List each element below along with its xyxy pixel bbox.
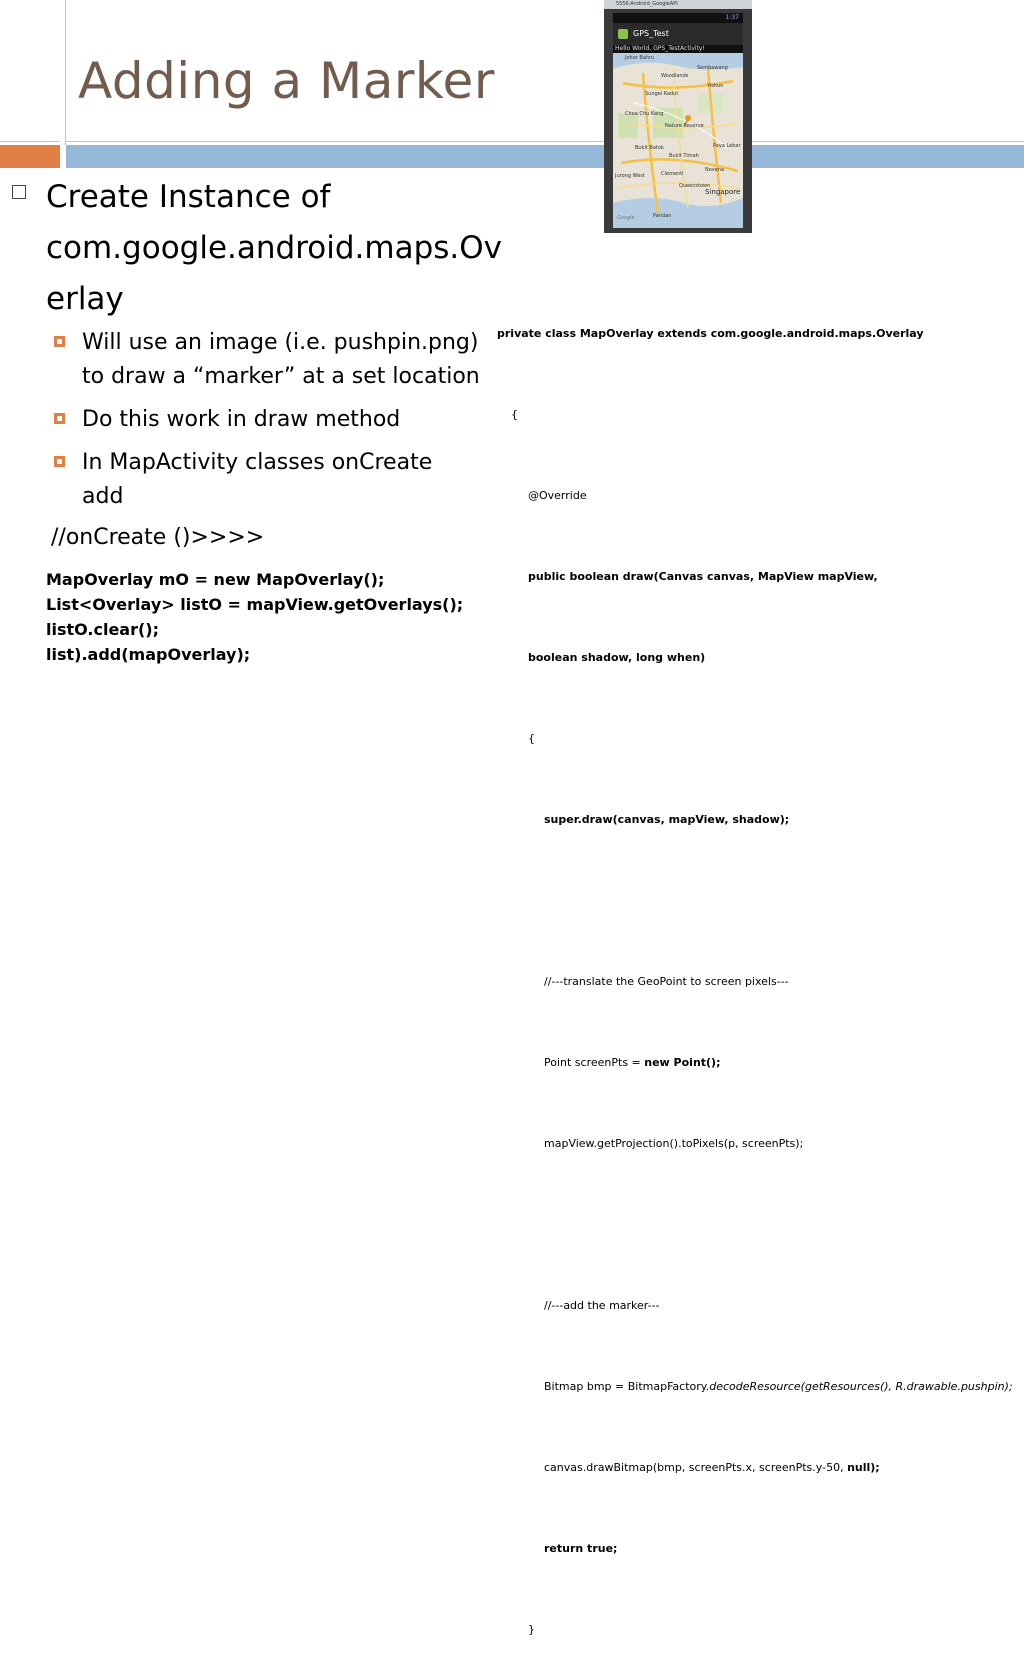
code-line: private class MapOverlay extends com.google.android.maps.Overlay [497,327,924,340]
code-segment: Bitmap bmp = BitmapFactory. [544,1380,710,1393]
main-bullet-line: erlay [46,281,124,317]
map-label: Sungei Kadut [645,91,679,97]
sub-bullet-icon [54,336,65,347]
google-logo: Google [617,215,635,221]
main-bullet-line: Create Instance of [46,179,331,215]
code-line [497,1373,1013,1400]
map-label: Bukit Batok [635,145,664,151]
sub-bullet-line: In MapActivity classes onCreate [82,450,433,475]
map-label: Queenstown [679,183,711,189]
code-line: public boolean draw(Canvas canvas, MapView mapView, [528,570,878,583]
sub-bullet-line: Will use an image (i.e. pushpin.png) [82,330,479,355]
code-line [497,1454,1013,1481]
code-line: } [528,1623,535,1636]
code-line: @Override [528,489,587,502]
app-title-bar [613,23,743,45]
phone-screen [613,13,743,228]
divider-horizontal-left [0,141,60,142]
map-label: Novena [705,167,725,173]
code-blank-line [497,1211,1013,1238]
code-blank-line [497,887,1013,914]
map-label: Nature Reserve [665,123,704,129]
sub-bullet-icon [54,413,65,424]
sub-bullet-line: Do this work in draw method [82,407,401,432]
divider-horizontal-right [66,141,1024,142]
map-label: Johor Bahru [625,55,655,61]
divider-vertical [65,0,66,145]
sub-bullet-text [82,403,502,437]
code-line: { [528,732,535,745]
code-line: MapOverlay mO = new MapOverlay(); [46,570,385,589]
code-snippet-right [497,266,1013,1670]
sub-bullet-line: add [82,484,124,509]
map-view[interactable] [613,53,743,228]
code-line: List<Overlay> listO = mapView.getOverlays(); [46,595,464,614]
oncreate-comment: //onCreate ()>>>> [51,525,265,550]
code-line: list).add(mapOverlay); [46,645,251,664]
map-label: Paya Lebar [713,143,741,149]
emulator-window-title: 5556:Android_GoogleAPI [604,0,752,9]
map-label: Jurong West [615,173,645,179]
code-segment: canvas.drawBitmap(bmp, screenPts.x, screenPts.y-50, [544,1461,848,1474]
accent-bar-blue [66,145,1024,168]
code-line: boolean shadow, long when) [528,651,706,664]
map-label: Clementi [661,171,684,177]
status-bar [613,13,743,23]
code-line: mapView.getProjection().toPixels(p, screenPts); [544,1137,804,1150]
code-segment: Point screenPts = [544,1056,645,1069]
code-line: //---translate the GeoPoint to screen pixels--- [544,975,789,988]
slide-title: Adding a Marker [78,52,495,110]
code-segment: null); [847,1461,880,1474]
map-label: Woodlands [661,73,689,79]
map-label: Bukit Timah [669,153,699,159]
sub-bullet-text [82,446,502,514]
app-title: GPS_Test [633,29,669,38]
main-bullet-line: com.google.android.maps.Ov [46,230,503,266]
code-line: { [511,408,518,421]
map-label: Singapore [705,188,741,196]
sub-bullet-icon [54,456,65,467]
code-line: //---add the marker--- [544,1299,660,1312]
hello-text: Hello World, GPS_TestActivity! [613,45,743,53]
accent-bar-orange [0,145,60,168]
code-snippet-left [46,567,463,667]
sub-bullet-line: to draw a “marker” at a set location [82,364,480,389]
app-icon [618,29,628,39]
code-line: super.draw(canvas, mapView, shadow); [544,813,790,826]
bullet-square-icon [12,185,26,199]
status-time: 1:37 [725,14,739,21]
code-segment: new Point(); [644,1056,721,1069]
code-segment: decodeResource(getResources(), R.drawable.pushpin); [709,1380,1013,1393]
code-line: return true; [544,1542,618,1555]
map-label: Yishun [707,83,724,89]
map-graphic [613,53,743,228]
code-line: listO.clear(); [46,620,159,639]
map-label: Sembawang [697,65,728,71]
map-label: Choa Chu Kang [625,111,664,117]
sub-bullet-text [82,326,502,394]
main-bullet-text [46,172,541,325]
code-line [497,1049,1013,1076]
emulator-screenshot [604,0,752,233]
map-label: Pandan [653,213,672,219]
